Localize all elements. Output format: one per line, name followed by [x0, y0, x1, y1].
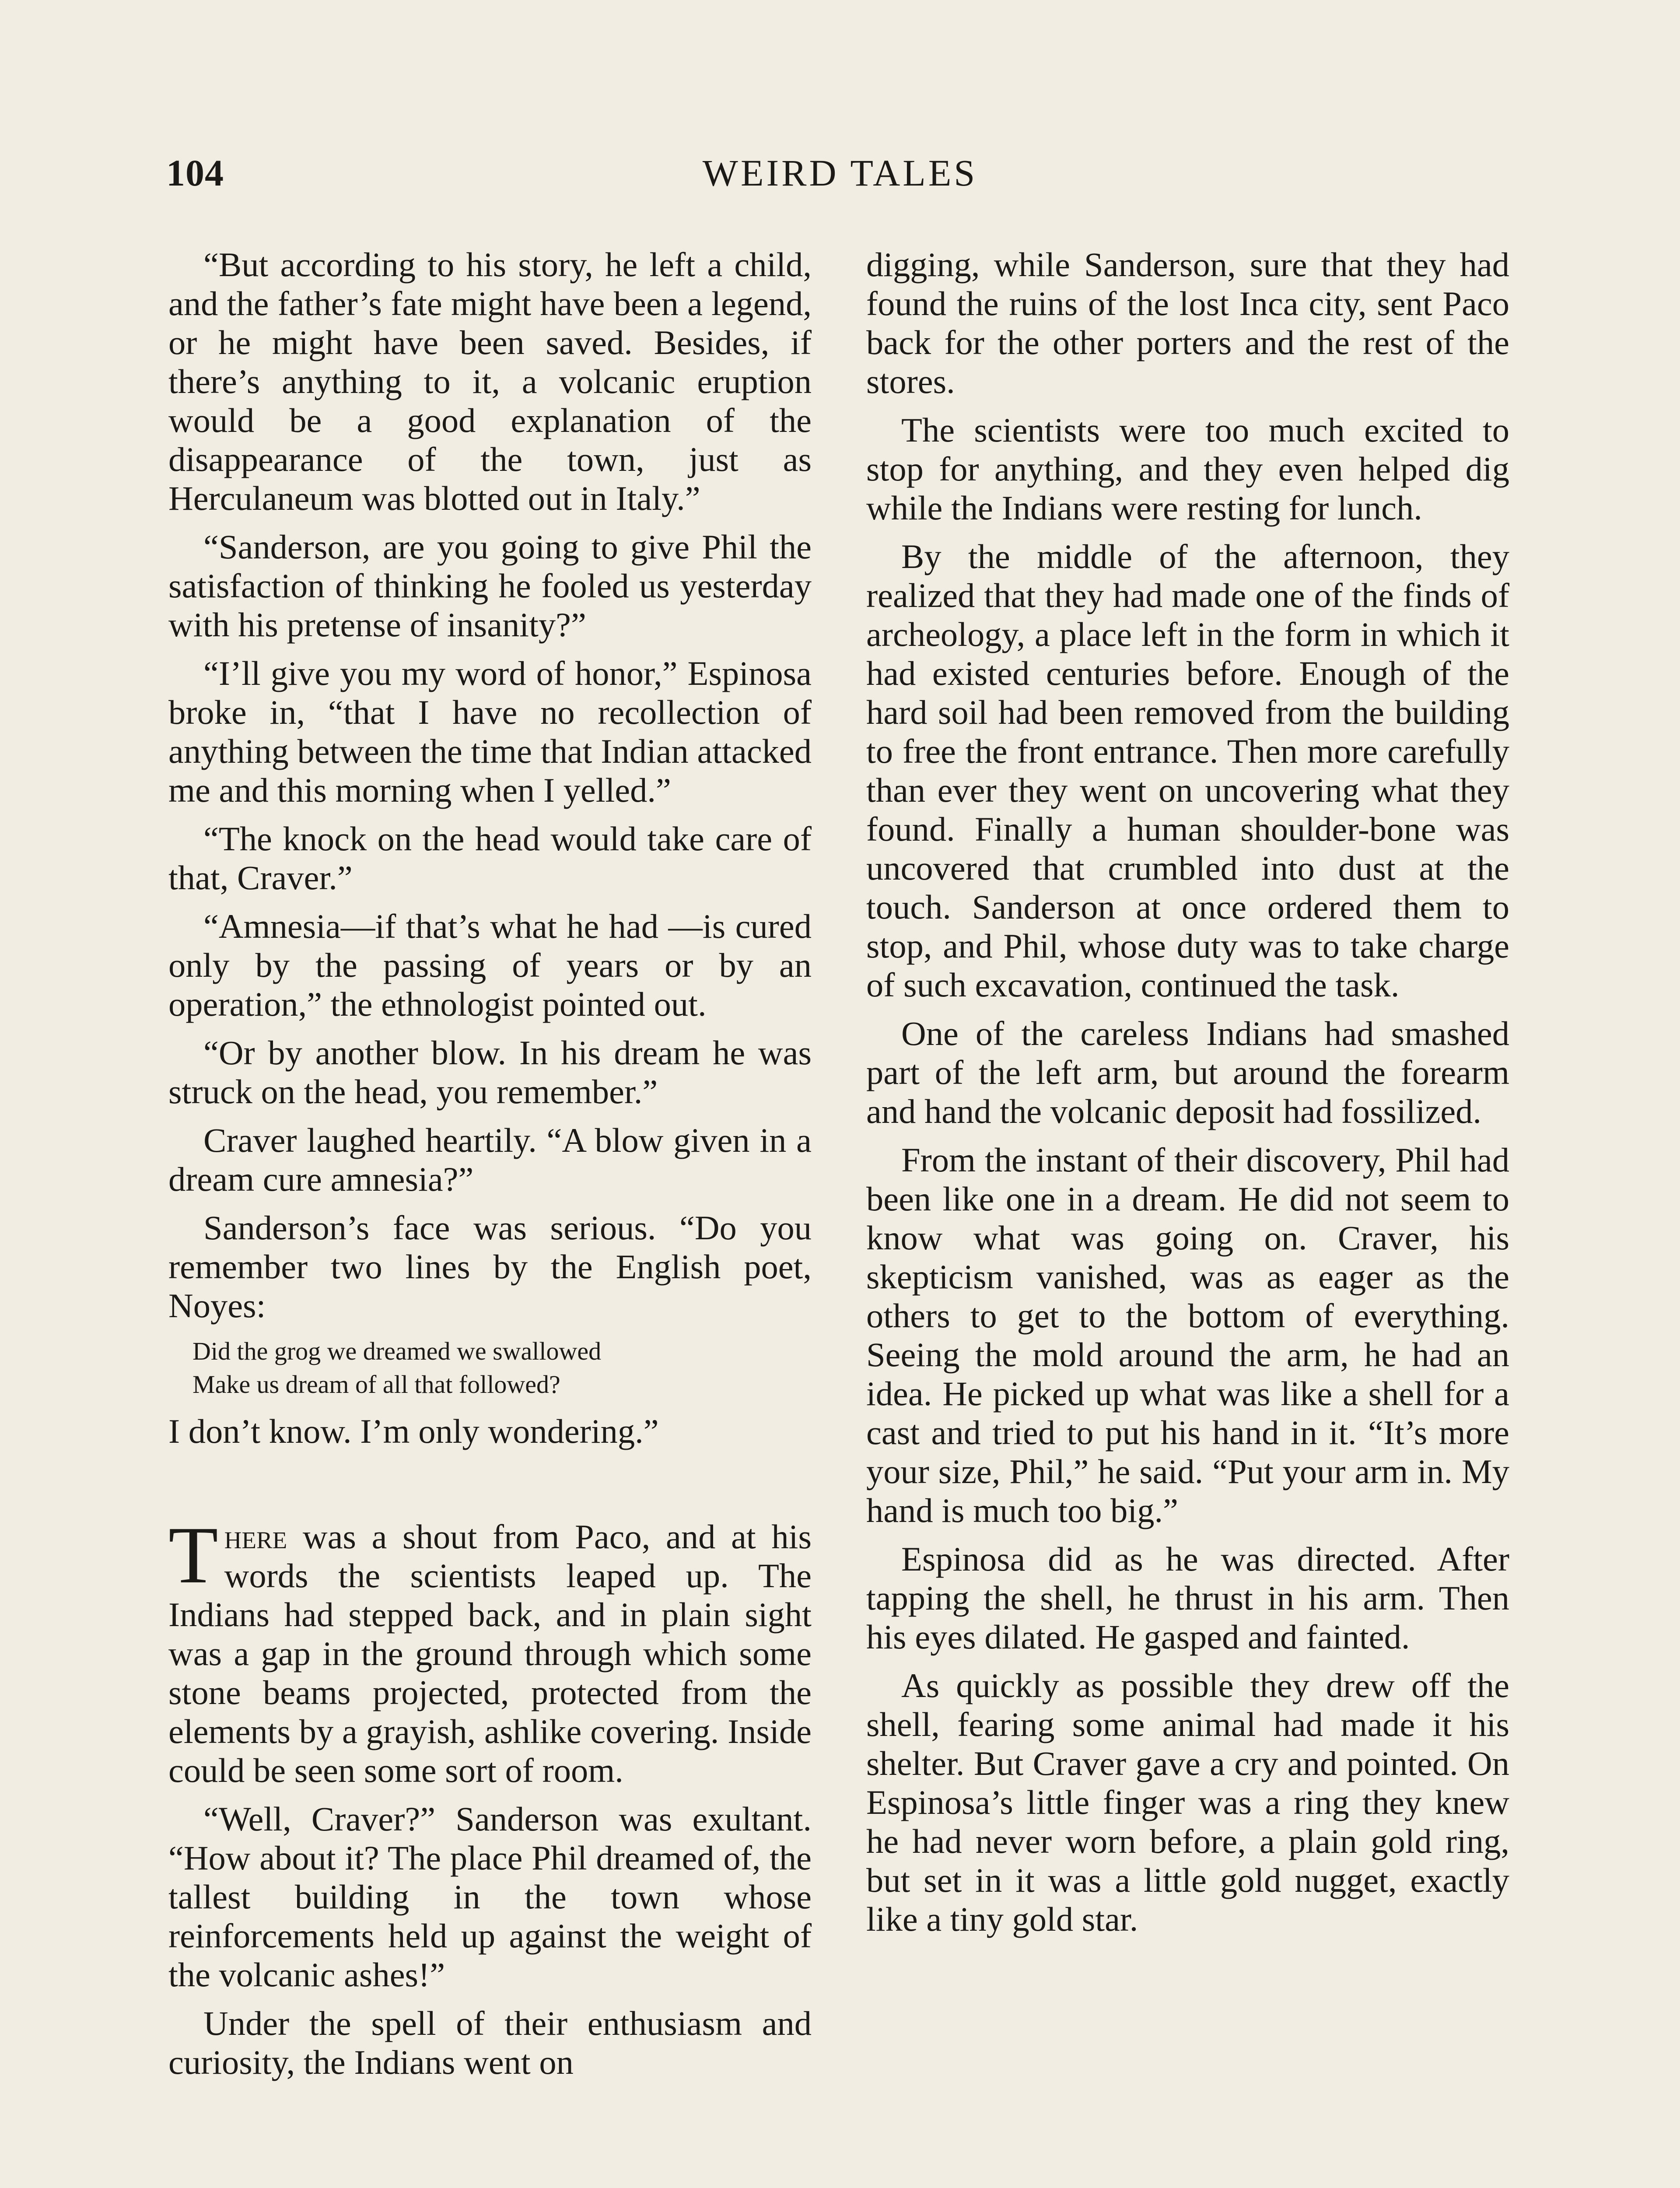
paragraph: Sanderson’s face was serious. “Do you remember two lines by the English poet, Noyes:: [168, 1209, 812, 1325]
paragraph: As quickly as possible they drew off the shell, fearing some animal had made it his shelter. But Craver gave a cry and pointed. On Espinosa’s little finger was a ring they knew he had never worn before, a plain gold ring, but set in it was a little gold nugget, exactly like a tiny gold star.: [866, 1666, 1509, 1938]
paragraph: Under the spell of their enthusiasm and curiosity, the Indians went on: [168, 2004, 812, 2081]
drop-cap: T: [168, 1510, 218, 1600]
paragraph: “The knock on the head would take care of that, Craver.”: [168, 820, 812, 897]
paragraph: “But according to his story, he left a child, and the father’s fate might have been a legend, or he might have been saved. Besides, if there’s anything to it, a volcanic eruption would be a good explanation of the disappearance of the town, just as Herculaneum was blotted out in Italy.”: [168, 245, 812, 517]
paragraph: “Amnesia—if that’s what he had —is cured only by the passing of years or by an operation,” the ethnologist pointed out.: [168, 907, 812, 1023]
section-break: [168, 1460, 812, 1517]
paragraph: “I’ll give you my word of honor,” Espinosa broke in, “that I have no recollection of anything between the time that Indian attacked me and this morning when I yelled.”: [168, 654, 812, 809]
paragraph: “Sanderson, are you going to give Phil the satisfaction of thinking he fooled us yesterday with his pretense of insanity?”: [168, 528, 812, 644]
small-caps-lead: here: [224, 1518, 287, 1556]
page-header: [166, 151, 1514, 203]
paragraph: “Or by another blow. In his dream he was struck on the head, you remember.”: [168, 1034, 812, 1111]
page-number: 104: [166, 152, 224, 194]
paragraph: One of the careless Indians had smashed part of the left arm, but around the forearm and hand the volcanic deposit had fossilized.: [866, 1014, 1509, 1130]
paragraph: Espinosa did as he was directed. After tapping the shell, he thrust in his arm. Then his eyes dilated. He gasped and fainted.: [866, 1540, 1509, 1656]
paragraph-with-drop-cap: [168, 1510, 812, 1790]
paragraph: From the instant of their discovery, Phil had been like one in a dream. He did not seem to know what was going on. Craver, his skepticism vanished, was as eager as the others to get to the bottom of everything. Seeing the mold around the arm, he had an idea. He picked up what was like a shell for a cast and tried to put his hand in it. “It’s more your size, Phil,” he said. “Put your arm in. My hand is much too big.”: [866, 1141, 1509, 1529]
paragraph-continued: digging, while Sanderson, sure that they had found the ruins of the lost Inca city, sent Paco back for the other porters and the rest of the stores.: [866, 245, 1509, 400]
paragraph: Craver laughed heartily. “A blow given in a dream cure amnesia?”: [168, 1121, 812, 1198]
running-head: WEIRD TALES: [702, 152, 978, 194]
paragraph: The scientists were too much excited to stop for anything, and they even helped dig while the Indians were resting for lunch.: [866, 411, 1509, 527]
paragraph: By the middle of the afternoon, they realized that they had made one of the finds of archeology, a place left in the form in which it had existed centuries before. Enough of the hard soil had been removed from the building to free the front entrance. Then more carefully than ever they went on uncovering what they found. Finally a human shoulder-bone was uncovered that crumbled into dust at the touch. Sanderson at once ordered them to stop, and Phil, whose duty was to take charge of such excavation, continued the task.: [866, 537, 1509, 1004]
paragraph-text: was a shout from Paco, and at his words the scientists leaped up. The Indians had stepped back, and in plain sight was a gap in the ground through which some stone beams projected, protected from the elements by a grayish, ashlike covering. Inside could be seen some sort of room.: [168, 1518, 812, 1789]
verse-quote: [168, 1335, 812, 1401]
verse-line: Did the grog we dreamed we swallowed: [192, 1337, 602, 1365]
left-column: [168, 245, 812, 2091]
paragraph: I don’t know. I’m only wondering.”: [168, 1412, 659, 1450]
paragraph: “Well, Craver?” Sanderson was exultant. “How about it? The place Phil dreamed of, the tallest building in the town whose reinforcements held up against the weight of the volcanic ashes!”: [168, 1800, 812, 1994]
verse-line: Make us dream of all that followed?: [192, 1370, 560, 1399]
right-column: [866, 245, 1509, 1948]
